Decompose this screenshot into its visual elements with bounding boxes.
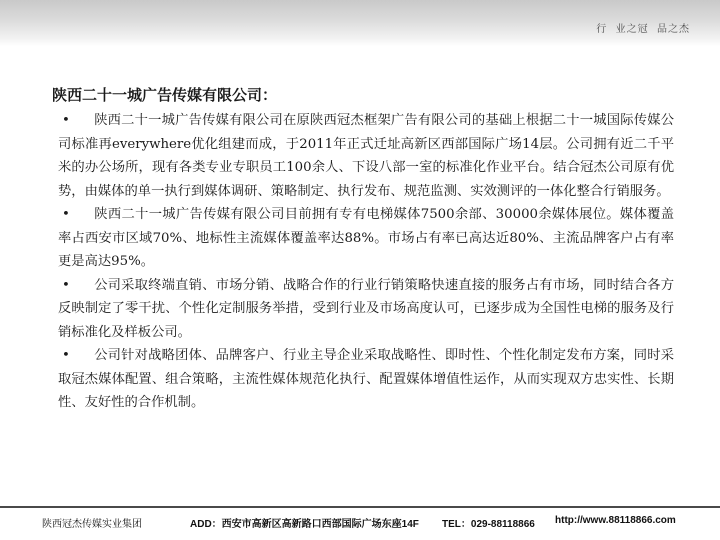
company-heading: 陕西二十一城广告传媒有限公司：: [52, 86, 278, 104]
paragraph-4: [58, 344, 674, 415]
paragraph-text: 公司针对战略团体、品牌客户、行业主导企业采取战略性、即时性、个性化制定发布方案，同时采取冠杰媒体配置、组合策略，主流性媒体规范化执行、配置媒体增值性运作，从而实现双方忠实性、长期性、友好性的合作机制。: [58, 348, 674, 410]
bullet-marker: •: [62, 348, 70, 363]
footer-url[interactable]: http://www.88118866.com: [555, 515, 676, 526]
paragraph-2: [58, 203, 674, 274]
paragraph-3: [58, 274, 674, 345]
footer-tel: TEL：029-88118866: [442, 519, 535, 530]
header-slogan: 行 业之冠 品之杰: [596, 24, 690, 35]
bullet-marker: •: [62, 207, 70, 222]
footer-address: ADD：西安市高新区高新路口西部国际广场东座14F: [190, 519, 419, 530]
paragraph-text: 陕西二十一城广告传媒有限公司目前拥有专有电梯媒体7500余部、30000余媒体展位。媒体覆盖率占西安市区域70%、地标性主流媒体覆盖率达88%。市场占有率已高达近80%、主流品牌客户占有率更是高达95%。: [58, 207, 674, 269]
footer-divider: [0, 506, 720, 508]
paragraph-text: 陕西二十一城广告传媒有限公司在原陕西冠杰框架广告有限公司的基础上根据二十一城国际传媒公司标准再everywhere优化组建而成，于2011年正式迁址高新区西部国际广场14层。公司拥有近二千平米的办公场所，现有各类专业专职员工100余人、下设八部一室的标准化作业平台。结合冠杰公司原有优势，由媒体的单一执行到媒体调研、策略制定、执行发布、规范监测、实效测评的一体化整合行销服务。: [58, 113, 674, 199]
footer-company: 陕西冠杰传媒实业集团: [42, 519, 142, 530]
company-description: [58, 109, 674, 415]
bullet-marker: •: [62, 277, 70, 293]
bullet-marker: •: [62, 113, 70, 128]
paragraph-text: 公司采取终端直销、市场分销、战略合作的行业行销策略快速直接的服务占有市场，同时结合各方反映制定了零干扰、个性化定制服务举措，受到行业及市场高度认可，已逐步成为全国性电梯的服务及行销标准化及样板公司。: [58, 277, 674, 340]
footer: [0, 510, 720, 532]
paragraph-1: [58, 109, 674, 203]
